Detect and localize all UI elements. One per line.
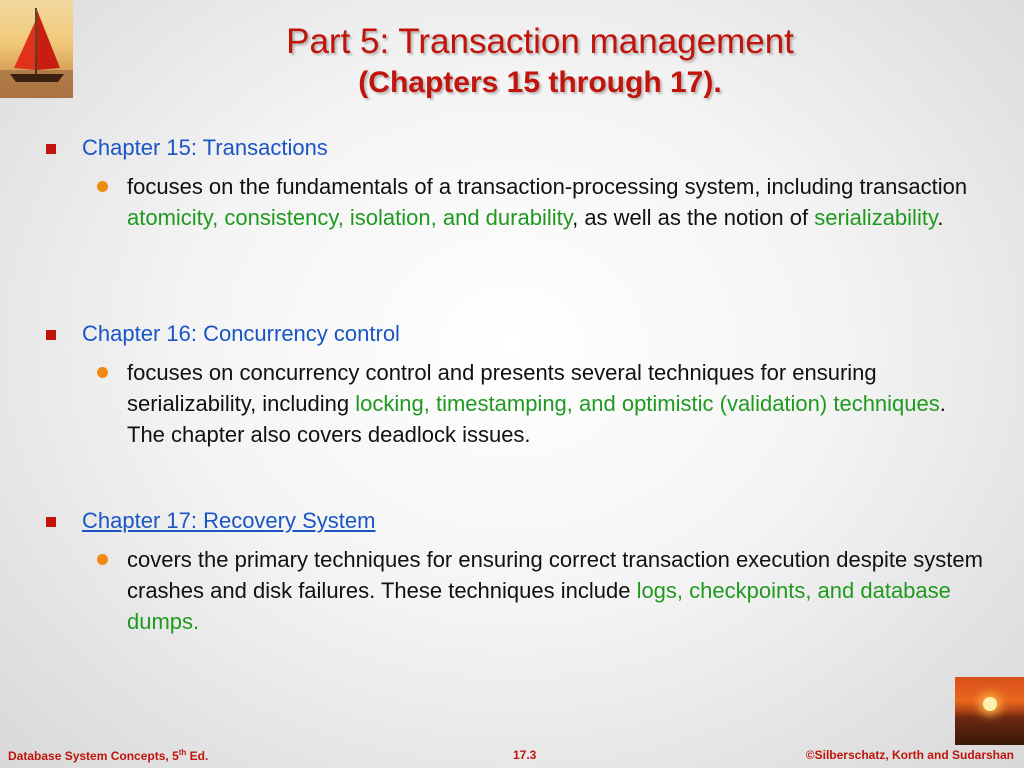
slide-subtitle: (Chapters 15 through 17). <box>358 66 722 99</box>
desc-highlight: atomicity, consistency, isolation, and durability <box>127 205 573 230</box>
sunset-logo <box>955 677 1024 745</box>
sailboat-logo <box>0 0 73 98</box>
footer-page-number: 17.3 <box>513 748 537 762</box>
desc-highlight: locking, timestamping, and optimistic (validation) techniques <box>355 391 940 416</box>
chapter-list <box>44 133 984 637</box>
chapter-item <box>44 133 984 319</box>
desc-text: . The chapter also covers deadlock issues. <box>127 391 946 447</box>
square-bullet-icon <box>46 144 56 154</box>
dot-bullet-icon <box>97 367 108 378</box>
dot-bullet-icon <box>97 554 108 565</box>
chapter-title: Chapter 15: Transactions <box>82 135 328 160</box>
desc-text: focuses on the fundamentals of a transaction-processing system, including transaction <box>127 174 968 199</box>
slide-title: Part 5: Transaction management <box>286 22 794 61</box>
desc-text: focuses on concurrency control and presents several techniques for ensuring serializability, including <box>127 360 877 416</box>
desc-highlight: serializability <box>814 205 938 230</box>
chapter-description <box>44 544 987 637</box>
footer-book-title: Database System Concepts, 5th Ed. <box>8 748 209 763</box>
chapter-description <box>44 171 987 233</box>
desc-text: . <box>937 205 944 230</box>
chapter-item <box>44 319 984 506</box>
dot-bullet-icon <box>97 181 108 192</box>
square-bullet-icon <box>46 330 56 340</box>
desc-text: covers the primary techniques for ensuring correct transaction execution despite system crashes and disk failures. These techniques include <box>127 547 983 603</box>
desc-highlight: logs, checkpoints, and database dumps. <box>127 578 951 634</box>
footer-copyright: ©Silberschatz, Korth and Sudarshan <box>805 748 1014 762</box>
chapter-description <box>44 357 987 450</box>
chapter-link[interactable]: Chapter 17: Recovery System <box>82 508 376 533</box>
square-bullet-icon <box>46 517 56 527</box>
chapter-title: Chapter 16: Concurrency control <box>82 321 400 346</box>
sun-icon <box>983 697 997 711</box>
chapter-item <box>44 506 984 637</box>
desc-text: , as well as the notion of <box>572 205 815 230</box>
